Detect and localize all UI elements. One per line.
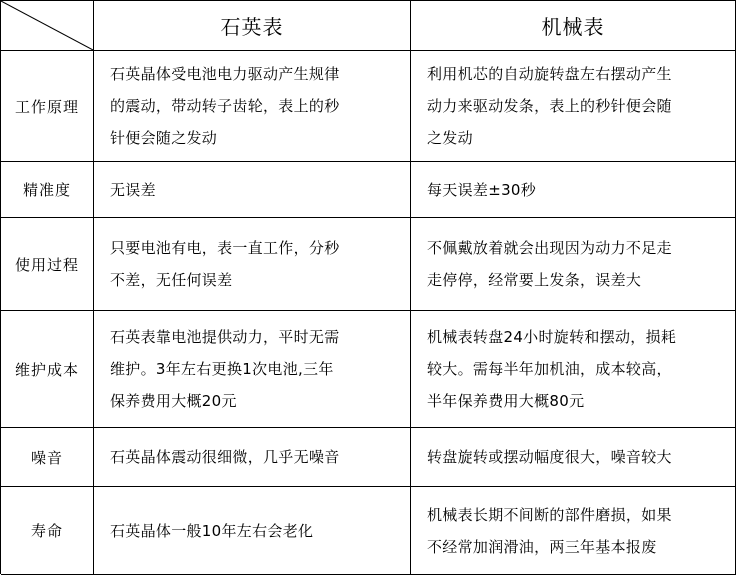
quartz-text: 石英晶体一般10年左右会老化	[110, 521, 314, 540]
diagonal-line	[1, 1, 93, 50]
row-label: 精准度	[22, 181, 71, 199]
quartz-text: 无误差	[110, 180, 156, 199]
mechanical-text: 利用机芯的自动旋转盘左右摆动产生 动力来驱动发条，表上的秒针便会随 之发动	[427, 65, 672, 147]
quartz-cell	[94, 162, 411, 218]
row-label: 工作原理	[14, 97, 79, 116]
header-quartz-cell	[94, 1, 411, 51]
quartz-cell	[94, 487, 411, 575]
quartz-text: 石英晶体震动很细微，几乎无噪音	[110, 448, 340, 466]
mechanical-cell	[411, 51, 736, 162]
row-label-cell	[1, 218, 94, 311]
row-label: 噪音	[30, 448, 63, 467]
quartz-cell	[94, 218, 411, 311]
row-label-cell	[1, 487, 94, 575]
row-label: 寿命	[30, 522, 63, 540]
mechanical-cell	[411, 311, 736, 428]
mechanical-text: 不佩戴放着就会出现因为动力不足走 走停停，经常要上发条，误差大	[427, 239, 672, 289]
quartz-text: 石英表靠电池提供动力，平时无需 维护。3年左右更换1次电池,三年 保养费用大概20元	[110, 328, 340, 410]
mechanical-cell	[411, 428, 736, 487]
mechanical-text: 转盘旋转或摆动幅度很大，噪音较大	[427, 448, 672, 466]
row-label: 使用过程	[14, 255, 79, 274]
mechanical-cell	[411, 487, 736, 575]
quartz-cell	[94, 428, 411, 487]
quartz-text: 石英晶体受电池电力驱动产生规律 的震动，带动转子齿轮，表上的秒 针便会随之发动	[110, 65, 340, 147]
row-label: 维护成本	[14, 360, 79, 379]
quartz-cell	[94, 51, 411, 162]
row-label-cell	[1, 51, 94, 162]
mechanical-text: 每天误差±30秒	[427, 180, 537, 199]
header-quartz: 石英表	[220, 15, 284, 39]
header-mechanical-cell	[411, 1, 736, 51]
mechanical-text: 机械表长期不间断的部件磨损，如果 不经常加润滑油，两三年基本报废	[427, 505, 672, 556]
mechanical-cell	[411, 218, 736, 311]
row-label-cell	[1, 311, 94, 428]
mechanical-cell	[411, 162, 736, 218]
row-label-cell	[1, 162, 94, 218]
corner-cell	[1, 1, 94, 51]
header-mechanical: 机械表	[541, 15, 605, 39]
row-label-cell	[1, 428, 94, 487]
mechanical-text: 机械表转盘24小时旋转和摆动，损耗 较大。需每半年加机油，成本较高， 半年保养费用大概80元	[427, 328, 677, 410]
quartz-cell	[94, 311, 411, 428]
quartz-text: 只要电池有电，表一直工作，分秒 不差，无任何误差	[110, 239, 340, 289]
